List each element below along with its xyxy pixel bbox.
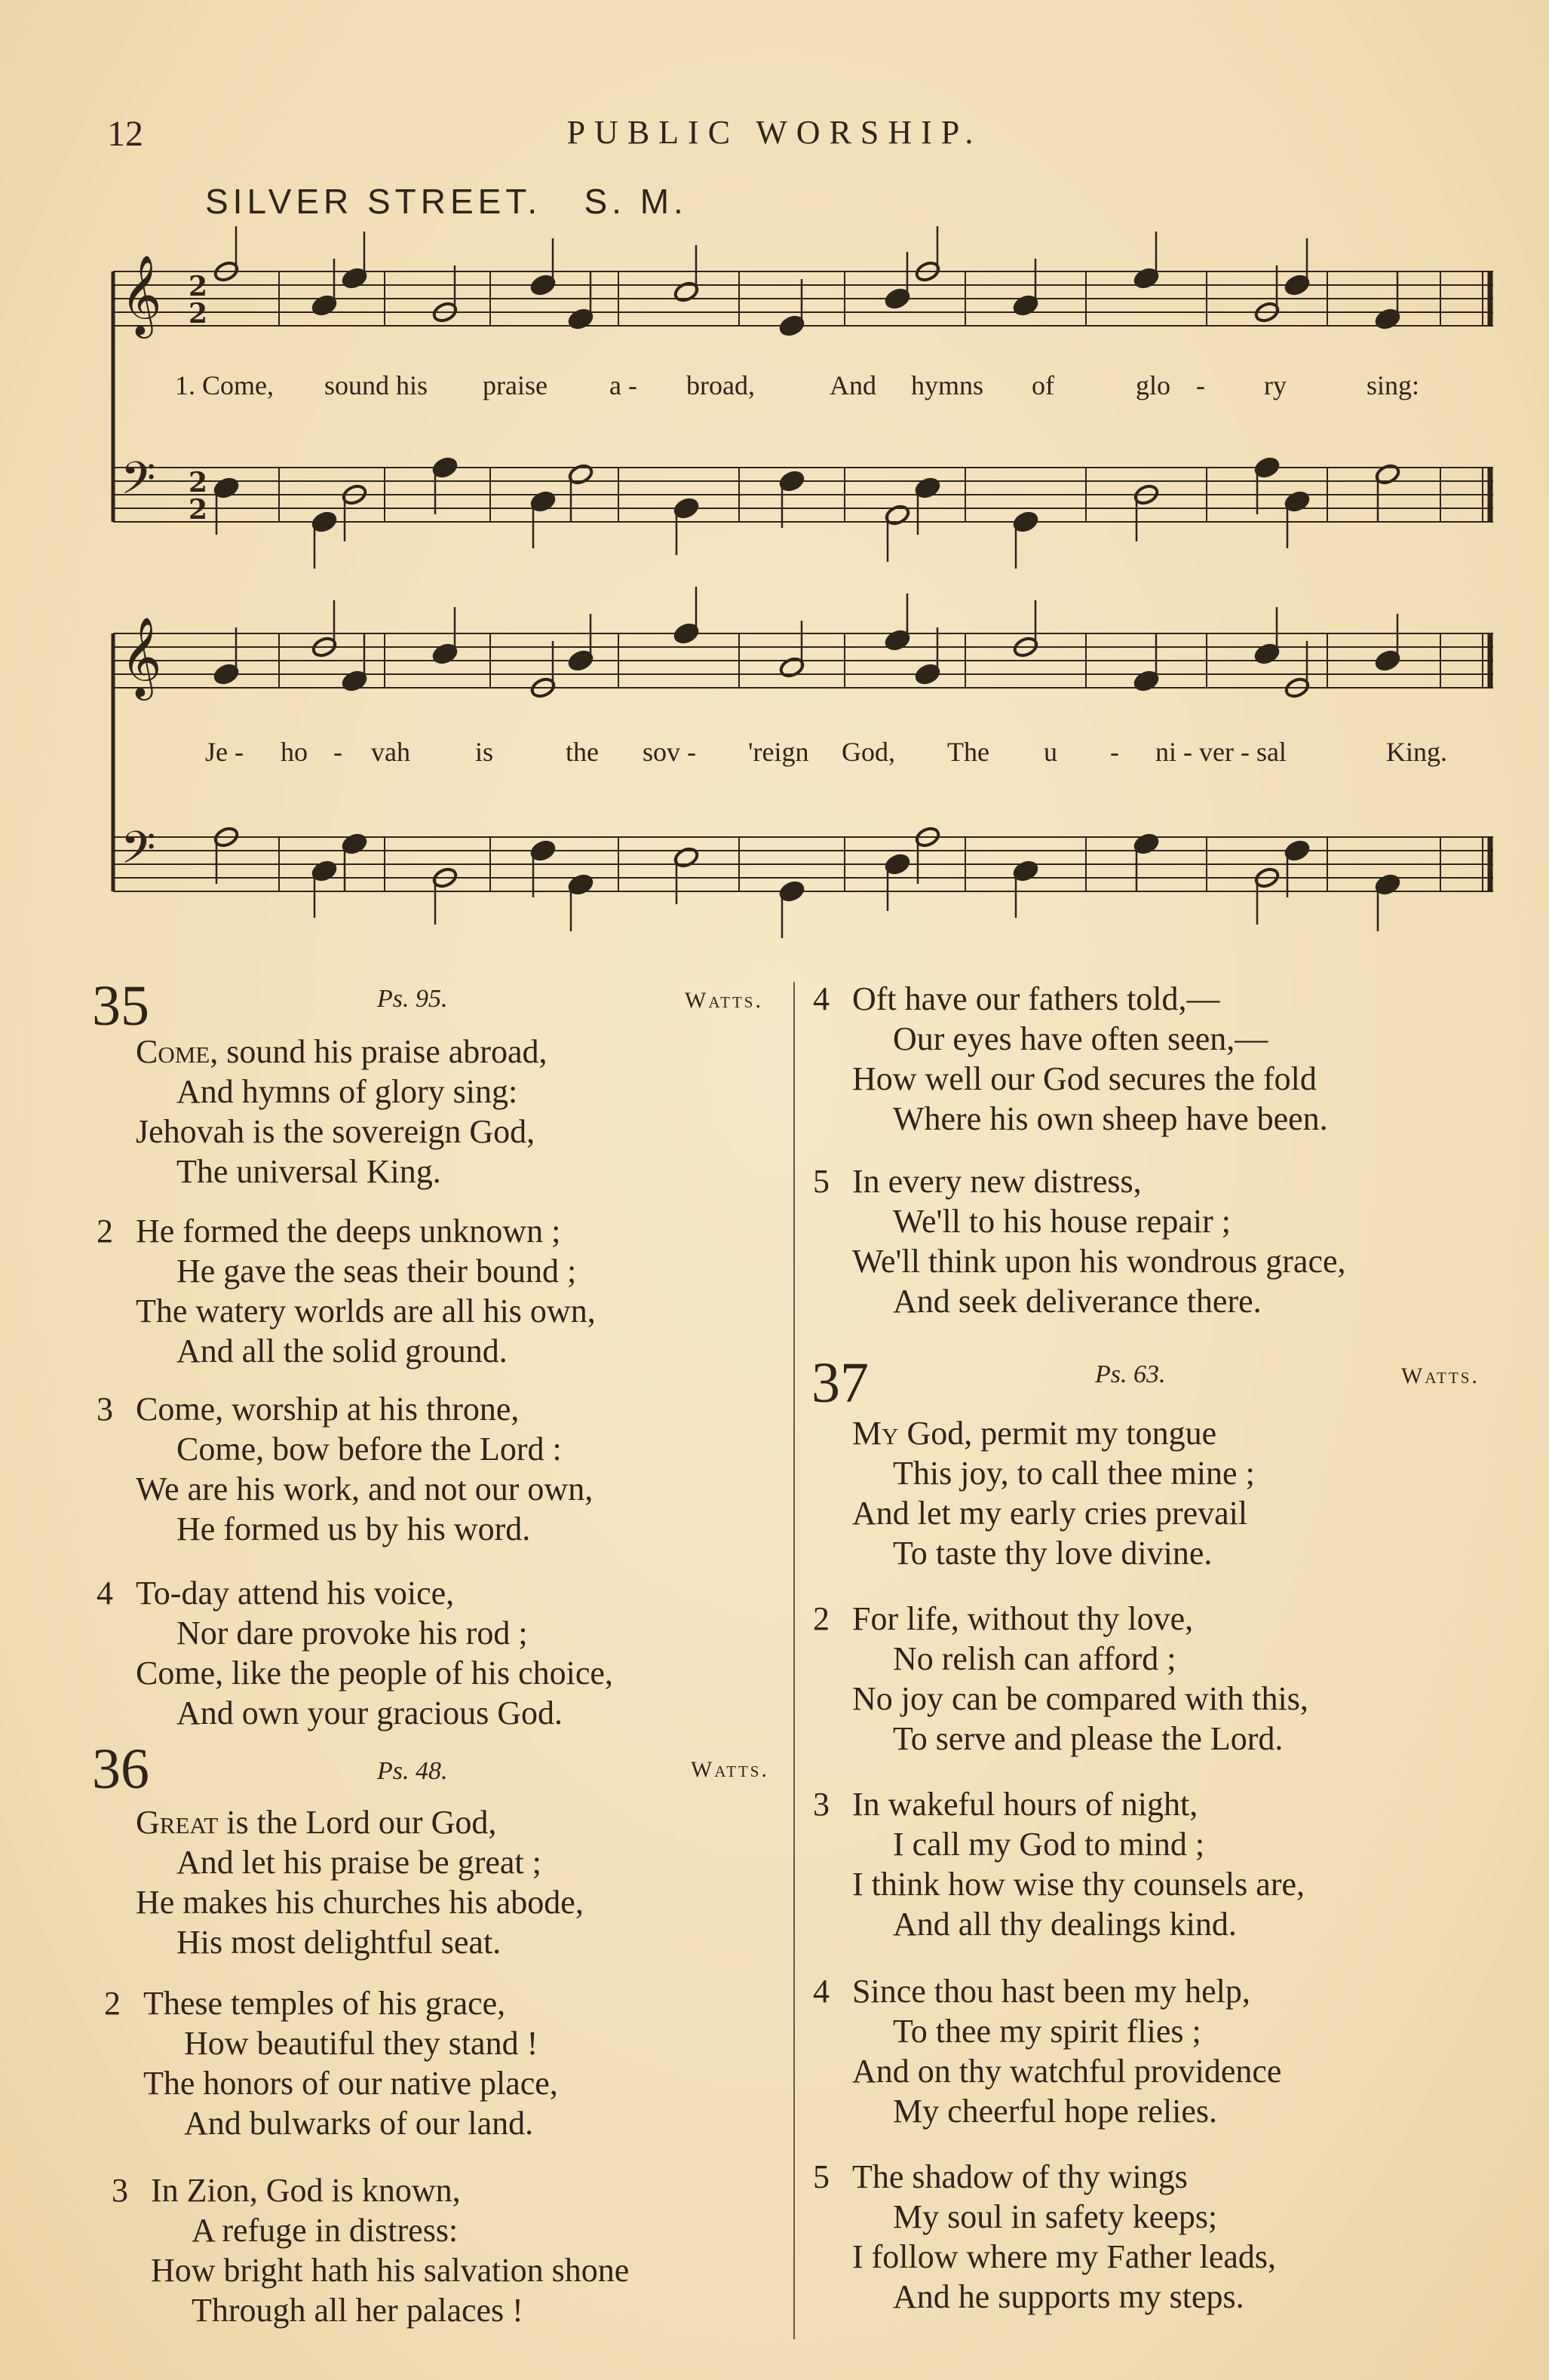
lyric-word: sing: xyxy=(1366,370,1420,400)
page-number: 12 xyxy=(107,114,143,154)
lyric-word: ho xyxy=(281,737,308,767)
author-name: Watts. xyxy=(1401,1363,1480,1388)
lyric-word: a - xyxy=(609,370,637,400)
lyric-word: sov - xyxy=(643,737,696,767)
stanza-number: 5 xyxy=(813,1163,830,1200)
verse-line: How well our God secures the fold xyxy=(852,1060,1317,1097)
verse-line: And seek deliverance there. xyxy=(893,1283,1262,1320)
time-signature: 2 xyxy=(189,467,208,498)
lyric-word: is xyxy=(475,737,494,767)
stanza-number: 3 xyxy=(97,1391,113,1428)
verse-line: Oft have our fathers told,— xyxy=(852,980,1220,1017)
verse-line: Come, worship at his throne, xyxy=(136,1391,520,1428)
tune-meter: S. M. xyxy=(584,182,688,221)
lyric-word: 'reign xyxy=(748,737,809,767)
lyric-word: broad, xyxy=(686,370,755,400)
verse-line: His most delightful seat. xyxy=(176,1924,502,1961)
clef-symbol: 𝄞 xyxy=(121,254,162,335)
verse-line: We are his work, and not our own, xyxy=(136,1471,594,1507)
verse-line: A refuge in distress: xyxy=(192,2212,459,2249)
column-divider xyxy=(793,982,795,2339)
verse-line: The shadow of thy wings xyxy=(852,2158,1188,2195)
clef-symbol: 𝄢 xyxy=(121,821,156,885)
verse-line: No relish can afford ; xyxy=(893,1640,1176,1677)
stanza-number: 2 xyxy=(813,1600,830,1637)
lyric-word: the xyxy=(566,737,599,767)
verse-line: This joy, to call thee mine ; xyxy=(893,1455,1255,1492)
verse-line: I think how wise thy counsels are, xyxy=(852,1866,1305,1903)
time-signature: 2 xyxy=(189,494,208,526)
verse-line: He gave the seas their bound ; xyxy=(176,1253,577,1290)
stanza xyxy=(97,1211,596,1371)
hymn-number: 35 xyxy=(92,974,149,1038)
verse-line: And own your gracious God. xyxy=(176,1695,563,1731)
verse-line: Since thou hast been my help, xyxy=(852,1973,1250,2010)
verse-line: And hymns of glory sing: xyxy=(176,1073,518,1110)
verse-line: And let his praise be great ; xyxy=(176,1844,541,1881)
verse-line: Where his own sheep have been. xyxy=(893,1100,1328,1137)
stanza xyxy=(813,1599,1308,1759)
stanza xyxy=(813,1784,1305,1944)
verse-line: I follow where my Father leads, xyxy=(852,2238,1277,2275)
stanza-number: 2 xyxy=(97,1213,113,1250)
clef-symbol: 𝄞 xyxy=(121,616,162,697)
verse-line: My cheerful hope relies. xyxy=(893,2093,1218,2130)
stanza-number: 4 xyxy=(813,980,830,1017)
time-signature: 2 xyxy=(189,271,208,302)
stanza xyxy=(813,1161,1346,1321)
verse-line: He makes his churches his abode, xyxy=(136,1884,584,1921)
verse-line: I call my God to mind ; xyxy=(893,1826,1205,1863)
verse-line: The universal King. xyxy=(176,1153,441,1190)
verse-line: In Zion, God is known, xyxy=(151,2172,461,2209)
lyric-word: - xyxy=(1196,370,1205,400)
lyric-word: And xyxy=(830,370,876,400)
lyric-word: Je - xyxy=(205,737,244,767)
verse-line: For life, without thy love, xyxy=(852,1600,1194,1637)
tune-title xyxy=(205,181,688,222)
author-name: Watts. xyxy=(685,988,763,1013)
stanza xyxy=(136,1032,548,1192)
lyric-word: 1. Come, xyxy=(175,370,274,400)
verse-line: And bulwarks of our land. xyxy=(184,2105,534,2142)
verse-line: We'll think upon his wondrous grace, xyxy=(852,1243,1346,1280)
stanza-number: 3 xyxy=(813,1786,830,1823)
verse-line: He formed the deeps unknown ; xyxy=(136,1213,561,1250)
verse-line: And all thy dealings kind. xyxy=(893,1906,1237,1943)
verse-line: And let my early cries prevail xyxy=(852,1495,1248,1532)
stanza xyxy=(104,1983,558,2143)
time-signature: 2 xyxy=(189,298,208,330)
lyric-word: hymns xyxy=(911,370,984,400)
verse-line: He formed us by his word. xyxy=(176,1511,531,1547)
verse-line: In wakeful hours of night, xyxy=(852,1786,1198,1823)
stanza xyxy=(852,1413,1255,1573)
psalm-reference: Ps. 48. xyxy=(377,1757,448,1785)
verse-line-rest: , sound his praise abroad, xyxy=(210,1033,548,1070)
lyric-word: vah xyxy=(371,737,410,767)
hymn-number: 36 xyxy=(92,1737,149,1801)
verse-line: Come, sound his praise abroad, xyxy=(136,1033,548,1070)
stanza-number: 2 xyxy=(104,1985,121,2022)
verse-line: And all the solid ground. xyxy=(176,1333,508,1369)
verse-line-rest: God, permit my tongue xyxy=(898,1415,1217,1452)
stanza-number: 4 xyxy=(813,1973,830,2010)
author-name: Watts. xyxy=(691,1757,769,1782)
running-head: PUBLIC WORSHIP. xyxy=(566,114,983,151)
lyric-word: King. xyxy=(1386,737,1447,767)
verse-line: The watery worlds are all his own, xyxy=(136,1293,596,1330)
verse-line: The honors of our native place, xyxy=(143,2065,558,2102)
lyric-word: u xyxy=(1044,737,1057,767)
lyric-word: sound his xyxy=(324,370,428,400)
lyric-word: glo xyxy=(1136,370,1171,400)
verse-line: We'll to his house repair ; xyxy=(893,1203,1231,1240)
stanza xyxy=(813,1971,1282,2131)
verse-line: To-day attend his voice, xyxy=(136,1575,455,1612)
verse-line: Come, like the people of his choice, xyxy=(136,1655,613,1691)
verse-line: And on thy watchful providence xyxy=(852,2053,1282,2090)
verse-line: To serve and please the Lord. xyxy=(893,1720,1284,1757)
verse-line: My God, permit my tongue xyxy=(852,1415,1217,1452)
lyric-word: ry xyxy=(1264,370,1287,400)
verse-line: How beautiful they stand ! xyxy=(184,2025,538,2062)
stanza-number: 5 xyxy=(813,2158,830,2195)
stanza xyxy=(136,1802,584,1962)
verse-line: To thee my spirit flies ; xyxy=(893,2013,1201,2050)
verse-line: Great is the Lord our God, xyxy=(136,1804,497,1841)
lyric-word: - xyxy=(1110,737,1119,767)
stanza-number: 3 xyxy=(112,2172,128,2209)
verse-line: Come, bow before the Lord : xyxy=(176,1431,562,1468)
stanza xyxy=(97,1389,594,1549)
lyric-word: of xyxy=(1032,370,1054,400)
verse-line: Our eyes have often seen,— xyxy=(893,1020,1268,1057)
verse-line: How bright hath his salvation shone xyxy=(151,2252,630,2289)
stanza-number: 4 xyxy=(97,1575,113,1612)
stanza xyxy=(112,2170,630,2330)
lyric-word: ni - ver - sal xyxy=(1155,737,1287,767)
psalm-reference: Ps. 95. xyxy=(377,985,448,1013)
music-score xyxy=(90,226,1508,950)
verse-line-rest: is the Lord our God, xyxy=(218,1804,497,1841)
stanza xyxy=(813,979,1328,1139)
lyric-word: - xyxy=(333,737,342,767)
verse-line: Nor dare provoke his rod ; xyxy=(176,1615,528,1652)
clef-symbol: 𝄢 xyxy=(121,452,156,515)
stanza xyxy=(813,2157,1277,2317)
verse-line: To taste thy love divine. xyxy=(893,1535,1213,1572)
verse-line: Jehovah is the sovereign God, xyxy=(136,1113,535,1150)
verse-line: These temples of his grace, xyxy=(143,1985,506,2022)
tune-name: SILVER STREET. xyxy=(205,182,542,221)
verse-line: And he supports my steps. xyxy=(893,2278,1244,2315)
lyric-word: praise xyxy=(483,370,548,400)
lyric-word: The xyxy=(947,737,989,767)
verse-line: In every new distress, xyxy=(852,1163,1142,1200)
score-svg xyxy=(90,226,1508,950)
hymn-number: 37 xyxy=(811,1351,869,1415)
verse-line: Through all her palaces ! xyxy=(192,2292,523,2329)
verse-line: No joy can be compared with this, xyxy=(852,1680,1308,1717)
psalm-reference: Ps. 63. xyxy=(1095,1360,1166,1388)
verse-line: My soul in safety keeps; xyxy=(893,2198,1218,2235)
stanza xyxy=(97,1573,613,1733)
lyric-word: God, xyxy=(842,737,895,767)
